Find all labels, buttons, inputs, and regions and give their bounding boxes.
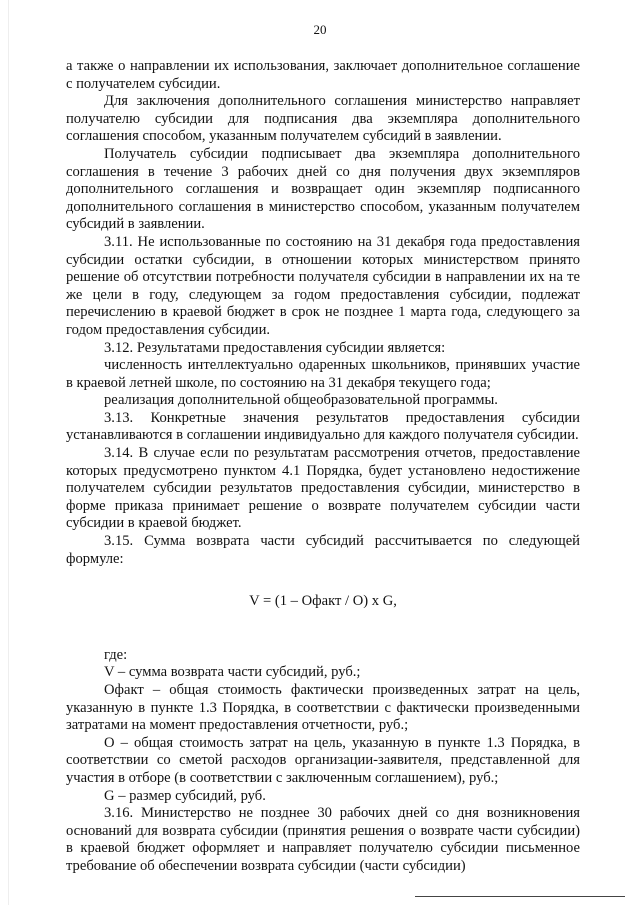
scan-edge [8,0,9,905]
paragraph-signing: Получатель субсидии подписывает два экземпляра дополнительного соглашения в течение 3 рабочих дней со дня получения двух экземпляров дополнительного соглашения и возвращает один экземпляр подписанного дополнительного соглашения в министерство способом, указанным получателем субсидий в заявлении. [66,145,580,233]
definition-ofakt: Офакт – общая стоимость фактически произведенных затрат на цель, указанную в пункте 1.3 Порядка, в соответствии с фактически произведенными затратами на момент предоставления отчетности, руб.; [66,682,580,734]
paragraph-3-16: 3.16. Министерство не позднее 30 рабочих дней со дня возникновения оснований для возврата субсидии (принятия решения о возврате части субсидии) в краевой бюджет оформляет и направляет получателю субсидии письменное требование об обеспечении возврата субсидии (части субсидии) [66,805,580,874]
definition-g: G – размер субсидий, руб. [104,787,266,804]
paragraph-3-11: 3.11. Не использованные по состоянию на 31 декабря года предоставления субсидии остатки субсидии, в отношении которых министерством принято решение об отсутствии потребности получателя субсидии в направлении их на те же цели в году, следующем за годом предоставления субсидии, подлежат перечислению в краевой бюджет в срок не позднее 1 марта года, следующего за годом предоставления субсидии. [66,233,580,338]
formula: V = (1 – Офакт / О) х G, [249,593,397,610]
paragraph-3-12: 3.12. Результатами предоставления субсидии является: [104,339,446,356]
paragraph-3-14: 3.14. В случае если по результатам рассмотрения отчетов, предоставление которых предусмотрено пунктом 4.1 Порядка, будет установлено недостижение получателем субсидии результатов предоставления субсидии, министерство в форме приказа принимает решение о возврате получателем субсидии части субсидии в краевой бюджет. [66,445,580,532]
paragraph-additional-agreement: Для заключения дополнительного соглашения министерство направляет получателю субсидии для подписания два экземпляра дополнительного соглашения способом, указанным получателем субсидий в заявлении. [66,93,580,145]
result-item-students: численность интеллектуально одаренных школьников, принявших участие в краевой летней школе, по состоянию на 31 декабря текущего года; [66,357,580,391]
formula-where: где: [104,646,128,663]
page-number: 20 [313,22,327,37]
paragraph-3-13: 3.13. Конкретные значения результатов предоставления субсидии устанавливаются в соглашении индивидуально для каждого получателя субсидии. [66,409,580,444]
paragraph-continuation: а также о направлении их использования, заключает дополнительное соглашение с получателем субсидии. [66,58,580,92]
result-item-program: реализация дополнительной общеобразовательной программы. [104,392,498,409]
paragraph-3-15: 3.15. Сумма возврата части субсидий рассчитывается по следующей формуле: [66,533,580,567]
document-body [66,58,580,876]
definition-o: О – общая стоимость затрат на цель, указанную в пункте 1.3 Порядка, в соответствии со сметой расходов организации-заявителя, представленной для участия в отборе (в соответствии с заключенным соглашением), руб.; [66,734,580,786]
definition-v: V – сумма возврата части субсидий, руб.; [104,664,361,681]
scan-line [415,896,625,897]
